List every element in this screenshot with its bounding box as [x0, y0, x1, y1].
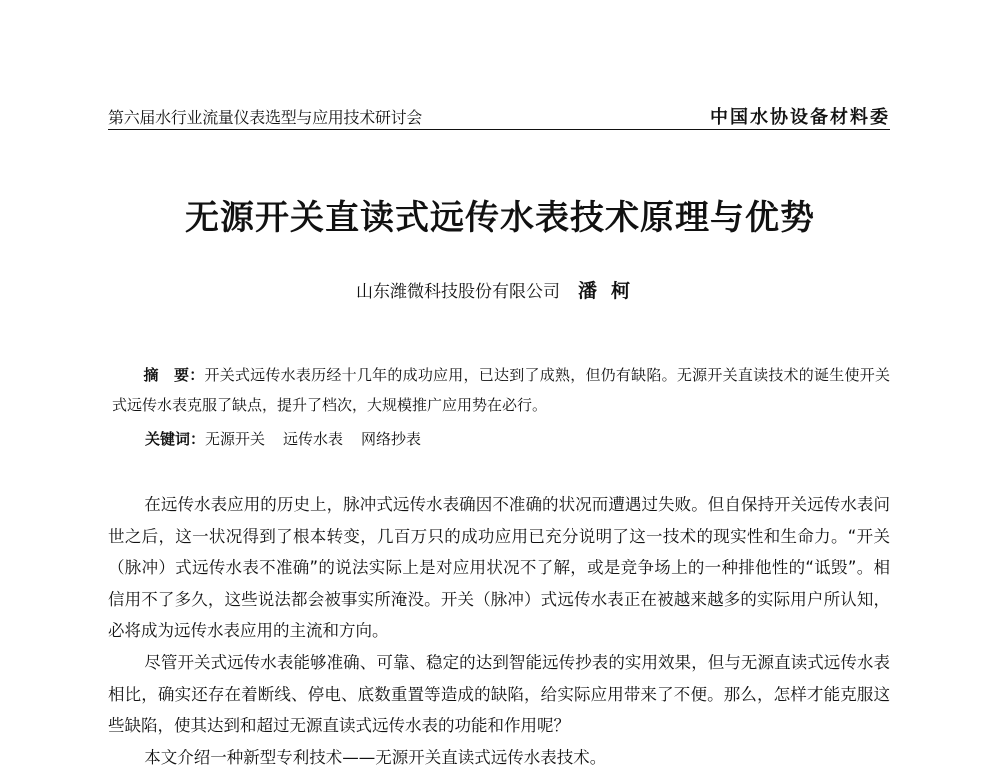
abstract-text: 开关式远传水表历经十几年的成功应用，已达到了成熟，但仍有缺陷。无源开关直读技术的诞生使开关式远传水表克服了缺点，提升了档次，大规模推广应用势在必行。 [112, 366, 890, 414]
body-text [108, 489, 890, 773]
body-paragraph: 本文介绍一种新型专利技术——无源开关直读式远传水表技术。 [144, 747, 607, 767]
paper-title: 无源开关直读式远传水表技术原理与优势 [185, 198, 815, 238]
body-paragraph: 在远传水表应用的历史上，脉冲式远传水表确因不准确的状况而遭遇过失败。但自保持开关远传水表问世之后，这一状况得到了根本转变，几百万只的成功应用已充分说明了这一技术的现实性和生命力。“开关（脉冲）式远传水表不准确”的说法实际上是对应用状况不了解，或是竞争场上的一种排他性的“诋毁”。相信用不了多久，这些说法都会被事实所淹没。开关（脉冲）式远传水表正在被越来越多的实际用户所认知，必将成为远传水表应用的主流和方向。 [108, 495, 890, 641]
keywords-label: 关键词： [145, 430, 206, 448]
keyword: 无源开关 [205, 430, 266, 448]
author-name: 潘柯 [577, 280, 644, 302]
keywords [145, 424, 439, 454]
abstract-label: 摘 要： [143, 366, 205, 384]
keyword: 远传水表 [283, 430, 344, 448]
organization-name: 中国水协设备材料委 [710, 107, 890, 128]
keyword: 网络抄表 [361, 430, 422, 448]
body-paragraph: 尽管开关式远传水表能够准确、可靠、稳定的达到智能远传抄表的实用效果，但与无源直读式远传水表相比，确实还存在着断线、停电、底数重置等造成的缺陷，给实际应用带来了不便。那么，怎样才能克服这些缺陷，使其达到和超过无源直读式远传水表的功能和作用呢？ [108, 652, 890, 736]
abstract [112, 360, 890, 420]
conference-name: 第六届水行业流量仪表选型与应用技术研讨会 [108, 108, 423, 127]
byline [0, 276, 1000, 303]
affiliation: 山东潍微科技股份有限公司 [355, 282, 560, 302]
running-header [108, 103, 890, 130]
